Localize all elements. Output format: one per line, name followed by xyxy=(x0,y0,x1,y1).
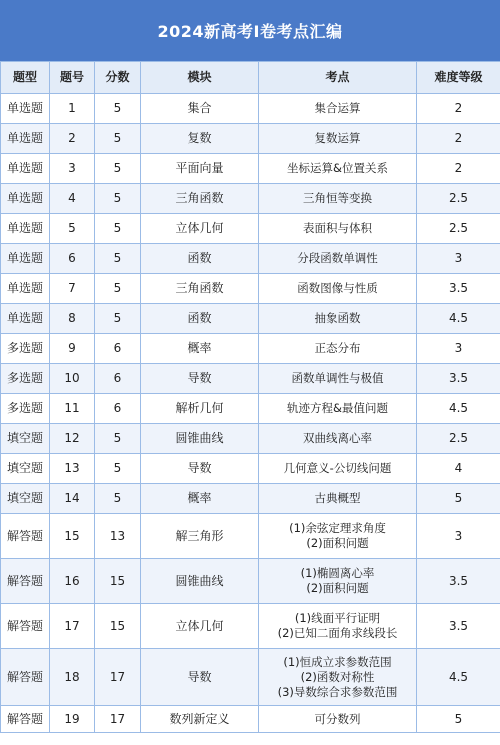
cell-topic xyxy=(259,484,417,514)
cell-difficulty: 3.5 xyxy=(417,364,500,394)
cell-question-number: 17 xyxy=(50,604,95,649)
topic-line: 表面积与体积 xyxy=(303,221,372,235)
cell-topic xyxy=(259,124,417,154)
cell-score: 5 xyxy=(95,274,141,304)
topic-line: (1)余弦定理求角度 xyxy=(289,521,386,535)
cell-difficulty: 2.5 xyxy=(417,424,500,454)
cell-module: 导数 xyxy=(141,454,259,484)
table-row xyxy=(1,154,500,184)
topic-line: (2)已知二面角求线段长 xyxy=(277,626,398,640)
cell-difficulty: 4.5 xyxy=(417,394,500,424)
header-topic: 考点 xyxy=(259,62,417,94)
cell-question-type: 填空题 xyxy=(1,454,50,484)
cell-score: 15 xyxy=(95,604,141,649)
cell-score: 6 xyxy=(95,334,141,364)
topic-line: 抽象函数 xyxy=(314,311,361,325)
cell-difficulty: 2 xyxy=(417,154,500,184)
page-title: 2024新高考Ⅰ卷考点汇编 xyxy=(0,0,500,61)
table-row xyxy=(1,484,500,514)
table-header-row xyxy=(1,62,500,94)
cell-module: 三角函数 xyxy=(141,184,259,214)
topic-line: (2)面积问题 xyxy=(306,581,369,595)
cell-question-type: 单选题 xyxy=(1,274,50,304)
table-row xyxy=(1,514,500,559)
cell-question-number: 5 xyxy=(50,214,95,244)
cell-topic xyxy=(259,604,417,649)
cell-score: 5 xyxy=(95,154,141,184)
cell-question-number: 12 xyxy=(50,424,95,454)
cell-module: 圆锥曲线 xyxy=(141,424,259,454)
topic-line: (3)导数综合求参数范围 xyxy=(277,684,398,699)
cell-score: 5 xyxy=(95,124,141,154)
cell-topic xyxy=(259,364,417,394)
cell-question-number: 18 xyxy=(50,649,95,706)
table-row xyxy=(1,394,500,424)
topic-line: 可分数列 xyxy=(314,711,361,726)
cell-module: 概率 xyxy=(141,484,259,514)
table-row xyxy=(1,424,500,454)
topic-line: 坐标运算&位置关系 xyxy=(287,161,388,175)
cell-score: 5 xyxy=(95,304,141,334)
topic-line: 双曲线离心率 xyxy=(303,431,372,445)
topic-line: 函数图像与性质 xyxy=(297,281,378,295)
cell-question-number: 6 xyxy=(50,244,95,274)
cell-module: 三角函数 xyxy=(141,274,259,304)
cell-difficulty: 3.5 xyxy=(417,274,500,304)
cell-topic xyxy=(259,424,417,454)
cell-module: 立体几何 xyxy=(141,604,259,649)
cell-topic xyxy=(259,394,417,424)
topic-line: (1)椭圆离心率 xyxy=(300,566,375,580)
cell-question-number: 13 xyxy=(50,454,95,484)
cell-question-type: 多选题 xyxy=(1,364,50,394)
cell-question-number: 15 xyxy=(50,514,95,559)
topic-line: 几何意义-公切线问题 xyxy=(283,461,392,475)
table-row xyxy=(1,604,500,649)
cell-module: 解三角形 xyxy=(141,514,259,559)
topic-line: 分段函数单调性 xyxy=(297,251,378,265)
table-row xyxy=(1,304,500,334)
cell-question-type: 单选题 xyxy=(1,214,50,244)
topic-line: (1)线面平行证明 xyxy=(294,611,381,625)
table-row xyxy=(1,214,500,244)
table-row xyxy=(1,274,500,304)
topic-line: (2)面积问题 xyxy=(306,536,369,550)
cell-difficulty: 2.5 xyxy=(417,184,500,214)
cell-difficulty: 2.5 xyxy=(417,214,500,244)
cell-module: 导数 xyxy=(141,649,259,706)
cell-question-number: 16 xyxy=(50,559,95,604)
cell-module: 圆锥曲线 xyxy=(141,559,259,604)
cell-topic xyxy=(259,649,417,706)
cell-topic xyxy=(259,334,417,364)
cell-score: 17 xyxy=(95,649,141,706)
cell-module: 导数 xyxy=(141,364,259,394)
cell-score: 13 xyxy=(95,514,141,559)
cell-question-type: 多选题 xyxy=(1,394,50,424)
cell-question-number: 11 xyxy=(50,394,95,424)
cell-question-type: 解答题 xyxy=(1,604,50,649)
cell-module: 集合 xyxy=(141,94,259,124)
cell-score: 17 xyxy=(95,706,141,733)
cell-difficulty: 3 xyxy=(417,334,500,364)
cell-topic xyxy=(259,559,417,604)
table-row xyxy=(1,364,500,394)
table-row xyxy=(1,334,500,364)
topic-line: 正态分布 xyxy=(314,341,361,355)
cell-topic xyxy=(259,214,417,244)
cell-question-number: 4 xyxy=(50,184,95,214)
cell-topic xyxy=(259,454,417,484)
cell-module: 解析几何 xyxy=(141,394,259,424)
cell-difficulty: 4.5 xyxy=(417,649,500,706)
topic-line: 函数单调性与极值 xyxy=(291,371,384,385)
cell-question-type: 单选题 xyxy=(1,94,50,124)
cell-difficulty: 3 xyxy=(417,244,500,274)
cell-module: 函数 xyxy=(141,304,259,334)
cell-question-number: 10 xyxy=(50,364,95,394)
cell-question-type: 多选题 xyxy=(1,334,50,364)
cell-score: 5 xyxy=(95,244,141,274)
cell-difficulty: 3.5 xyxy=(417,559,500,604)
header-module: 模块 xyxy=(141,62,259,94)
cell-question-type: 单选题 xyxy=(1,154,50,184)
cell-topic xyxy=(259,304,417,334)
topic-line: (2)函数对称性 xyxy=(300,669,375,684)
cell-question-number: 1 xyxy=(50,94,95,124)
table-row xyxy=(1,184,500,214)
cell-question-type: 单选题 xyxy=(1,184,50,214)
cell-question-type: 解答题 xyxy=(1,559,50,604)
table-row xyxy=(1,706,500,733)
cell-difficulty: 2 xyxy=(417,124,500,154)
cell-question-type: 单选题 xyxy=(1,244,50,274)
header-difficulty: 难度等级 xyxy=(417,62,500,94)
header-question-type: 题型 xyxy=(1,62,50,94)
cell-difficulty: 5 xyxy=(417,484,500,514)
cell-question-number: 3 xyxy=(50,154,95,184)
cell-difficulty: 3 xyxy=(417,514,500,559)
cell-difficulty: 5 xyxy=(417,706,500,733)
cell-module: 立体几何 xyxy=(141,214,259,244)
cell-topic xyxy=(259,154,417,184)
table-row xyxy=(1,454,500,484)
topic-line: 古典概型 xyxy=(314,491,361,505)
cell-score: 5 xyxy=(95,184,141,214)
table-row xyxy=(1,94,500,124)
topic-line: 三角恒等变换 xyxy=(303,191,372,205)
exam-topics-table xyxy=(0,61,500,733)
cell-question-number: 8 xyxy=(50,304,95,334)
header-score: 分数 xyxy=(95,62,141,94)
topic-line: 集合运算 xyxy=(314,101,361,115)
cell-module: 概率 xyxy=(141,334,259,364)
cell-difficulty: 3.5 xyxy=(417,604,500,649)
cell-score: 5 xyxy=(95,94,141,124)
topic-line: 轨迹方程&最值问题 xyxy=(287,401,388,415)
cell-question-number: 19 xyxy=(50,706,95,733)
cell-score: 15 xyxy=(95,559,141,604)
cell-module: 复数 xyxy=(141,124,259,154)
cell-question-type: 单选题 xyxy=(1,124,50,154)
cell-topic xyxy=(259,184,417,214)
cell-topic xyxy=(259,274,417,304)
table-row xyxy=(1,559,500,604)
cell-score: 5 xyxy=(95,484,141,514)
cell-question-number: 2 xyxy=(50,124,95,154)
cell-question-type: 解答题 xyxy=(1,706,50,733)
cell-score: 6 xyxy=(95,364,141,394)
table-row xyxy=(1,124,500,154)
cell-question-number: 7 xyxy=(50,274,95,304)
cell-question-type: 单选题 xyxy=(1,304,50,334)
cell-difficulty: 2 xyxy=(417,94,500,124)
cell-topic xyxy=(259,94,417,124)
table-body xyxy=(1,94,500,733)
cell-module: 函数 xyxy=(141,244,259,274)
cell-question-number: 14 xyxy=(50,484,95,514)
table-row xyxy=(1,244,500,274)
cell-difficulty: 4 xyxy=(417,454,500,484)
table-row xyxy=(1,649,500,706)
cell-difficulty: 4.5 xyxy=(417,304,500,334)
cell-score: 5 xyxy=(95,454,141,484)
cell-question-type: 填空题 xyxy=(1,484,50,514)
cell-module: 数列新定义 xyxy=(141,706,259,733)
topic-line: 复数运算 xyxy=(314,131,361,145)
header-question-number: 题号 xyxy=(50,62,95,94)
cell-score: 5 xyxy=(95,214,141,244)
cell-question-number: 9 xyxy=(50,334,95,364)
cell-score: 5 xyxy=(95,424,141,454)
cell-score: 6 xyxy=(95,394,141,424)
cell-topic xyxy=(259,706,417,733)
cell-topic xyxy=(259,514,417,559)
cell-question-type: 填空题 xyxy=(1,424,50,454)
cell-question-type: 解答题 xyxy=(1,514,50,559)
cell-module: 平面向量 xyxy=(141,154,259,184)
cell-topic xyxy=(259,244,417,274)
cell-question-type: 解答题 xyxy=(1,649,50,706)
topic-line: (1)恒成立求参数范围 xyxy=(283,654,392,669)
